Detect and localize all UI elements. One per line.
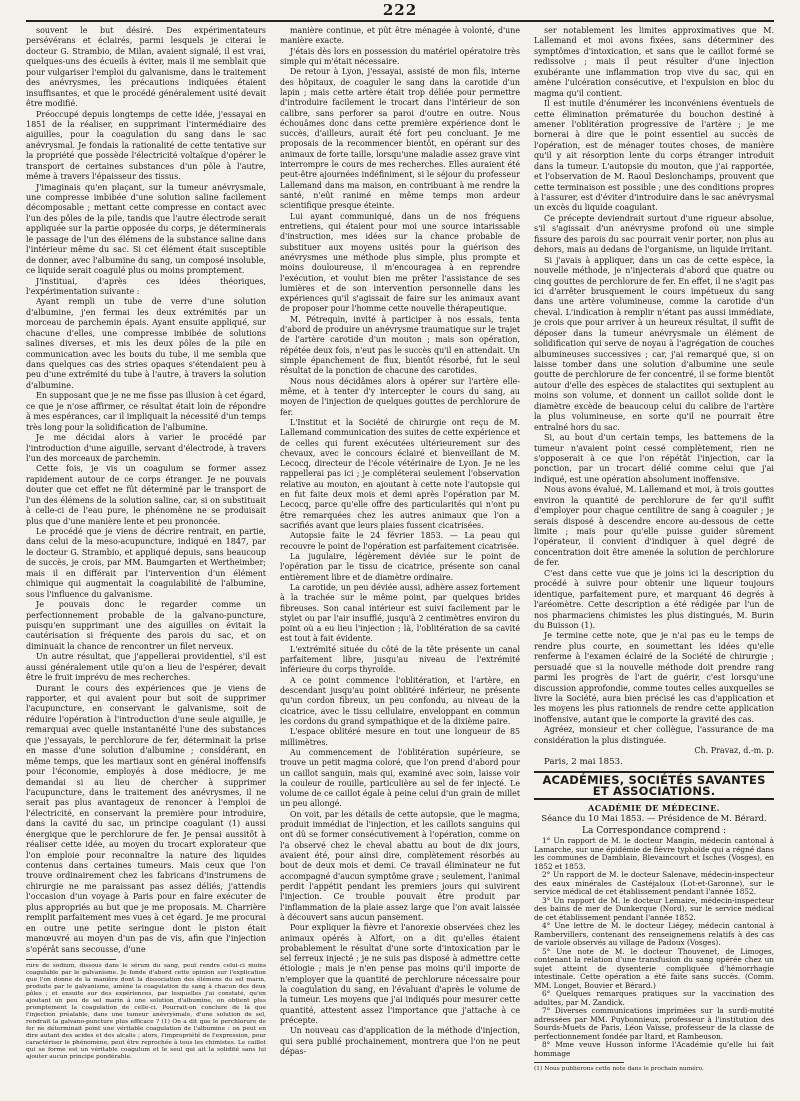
paragraph: Lui ayant communiqué, dans un de nos fréquens entretiens, qui étaient pour moi une source intarissable d'instruction, mes idées sur la chance probable de substituer aux moyens usités pour la guérison des anévrysmes une méthode plus simple, plus prompte et moins douloureuse, il m'encouragea à en reprendre l'exécution, et voulut bien me prêter l'assistance de ses lumières et de son intervention personnelle dans les expériences qu'il s'agissait de faire sur les animaux avant de proposer pour l'homme cette nouvelle thérapeutique. [280,211,520,314]
correspondence-item: 7° Diverses communications imprimées sur la surdi-mutité adressées par MM. Puybonnieux, professeur à l'institution des Sourds-Muets de Paris, Léon Vaïsse, professeur de la classe de perfectionnement fondée par Itard, et Rambeuson. [534,1006,774,1041]
academy-title: ACADÉMIE DE MÉDECINE. [588,802,720,813]
paragraph: Ayant rempli un tube de verre d'une solution d'albumine, j'en fermai les deux extrémités par un morceau de parchemin épais. Ayant ensuite appliqué, sur chacune d'elles, une compresse imbibée de solutions salines diverses, et mis les deux pôles de la pile en communication avec les bouts du tube, il me sembla que dans quelques cas des stries opaques s'étendaient peu à peu d'une extrémité du tube à l'autre, à travers la solution d'albumine. [26,297,266,390]
paragraph: Un nouveau cas d'application de la méthode d'injection, qui sera publié prochainement, montrera que l'on ne peut dépas- [280,1026,520,1056]
section-title: ACADÉMIES, SOCIÉTÉS SAVANTES ET ASSOCIATIONS. [534,771,774,800]
paragraph: Pour expliquer la fièvre et l'anorexie observées chez les animaux opérés à Alfort, on a dit qu'elles étaient probablement le résultat d'une sorte d'intoxication par le sel ferreux injecté ; je ne suis pas disposé à admettre cette étiologie ; mais je n'en pense pas moins qu'il importe de n'employer que la quantité de perchlorure nécessaire pour la coagulation du sang, en l'évaluant d'après le volume de la tumeur. Les moyens que j'ai indiqués pour mesurer cette quantité, attestent assez l'importance que j'attache à ce précepte. [280,923,520,1025]
correspondence-item: 8° Mme veuve Husson informe l'Académie qu'elle lui fait hommage [534,1040,774,1058]
paragraph: Je pouvais donc le regarder comme un perfectionnement probable de la galvano-puncture, puisqu'en supprimant une des aiguilles on évitait la cautérisation si fréquente des parois du sac, et on diminuait la chance de rencontrer un filet nerveux. [26,600,266,651]
paragraph: La jugulaire, légèrement déviée sur le point de l'opération par le tissu de cicatrice, présente son canal entièrement libre et de diamètre ordinaire. [280,551,520,582]
correspondence-item: 4° Une lettre de M. le docteur Liégey, médecin cantonal à Rambervillers, contenant des renseignemens relatifs à des cas de variole observés au village de Padoux (Vosges). [534,921,774,948]
paragraph: Si j'avais à appliquer, dans un cas de cette espèce, la nouvelle méthode, je n'injecterais d'abord que quatre ou cinq gouttes de perchlorure de fer. En effet, il ne s'agit pas ici d'arrêter brusquement le cours impétueux du sang dans une artère volumineuse, comme la carotide d'un cheval. L'indication à remplir n'étant pas aussi immédiate, je crois que pour arriver à un heureux résultat, il suffit de déposer dans la tumeur anévrysmale un élément de solidification qui serve de noyau à l'agrégation de couches albumineuses successives ; car, j'ai remarqué que, si on laisse tomber dans une solution d'albumine une seule goutte de perchlorure de fer concentré, il se forme bientôt autour d'elle des espèces de stalactites qui sextuplent au moins son volume, et donnent un caillot solide dont le diamètre excède de beaucoup celui du calibre de l'artère la plus volumineuse, en sorte qu'il ne pourrait être entraîné hors du sac. [534,255,774,432]
paragraph: J'imaginais qu'en plaçant, sur la tumeur anévrysmale, une compresse imbibée d'une solution saline facilement décomposable ; mettant cette compresse en contact avec l'un des pôles de la pile, tandis que l'autre électrode serait appliquée sur la partie opposée du corps, je déterminerais le passage de l'un des élémens de la substance saline dans l'intérieur même du sac. Si cet élément était susceptible de donner, avec l'albumine du sang, un composé insoluble, ce liquide serait coagulé plus ou moins promptement. [26,182,266,276]
paragraph: Au commencement de l'oblitération supérieure, se trouve un petit magma coloré, que l'on prend d'abord pour un caillot sanguin, mais qui, examiné avec soin, laisse voir la couleur de rouille, particulière au sel de fer injecté. Le volume de ce caillot égale à peine celui d'un grain de millet un peu allongé. [280,747,520,809]
correspondence-list [534,837,774,1058]
paragraph: Autopsie faite le 24 février 1853. — La peau qui recouvre le point de l'opération est parfaitement cicatrisée. [280,531,520,551]
column-middle [280,26,520,1086]
paragraph: J'instituai, d'après ces idées théoriques, l'expérimentation suivante : [26,276,266,296]
paragraph: Nous avons évalué, M. Lallemand et moi, à trois gouttes environ la quantité de perchlorure de fer qu'il suffit d'employer pour chaque centilitre de sang à coaguler ; je serais disposé à descendre encore au-dessous de cette limite ; mais pour qu'elle puisse guider sûrement l'opérateur, il convient d'indiquer à quel degré de concentration doit être amenée la solution de perchlorure de fer. [534,485,774,568]
paragraph: ser notablement les limites approximatives que M. Lallemand et moi avons fixées, sans déterminer des symptômes d'intoxication, et sans que le caillot formé se redissolve ; mais il peut résulter d'une injection exubérante une inflammation trop vive du sac, qui en amène l'ulcération consécutive, et l'expulsion en bloc du magma qu'il contient. [534,26,774,98]
paragraph: M. Pétrequin, invité à participer à nos essais, tenta d'abord de produire un anévrysme traumatique sur le trajet de l'artère carotide d'un mouton ; mais son opération, répétée deux fois, n'eut pas le succès qu'il en attendait. Un simple épanchement de flux, bientôt résorbé, fut le seul résultat de la ponction de chacune des carotides. [280,314,520,376]
column-right-text [534,26,774,746]
correspondence-item: 3° Un rapport de M. le docteur Lemaire, médecin-inspecteur des bains de mer de Dunkerque (Nord), sur le service médical de cet établissement pendant l'année 1852. [534,895,774,922]
column-middle-text [280,26,520,1057]
correspondence-item: 5° Une note de M. le docteur Thouvenet, de Limoges, contenant la relation d'une transfusion du sang opérée chez un sujet atteint de dysenterie compliquée d'hémorrhagie intestinale. Cette opération a été faite sans succès. (Comm. MM. Longet, Bouvier et Bérard.) [534,946,774,990]
page-number: 222 [382,1,418,19]
correspondence-item: 2° Un rapport de M. le docteur Salenave, médecin-inspecteur des eaux minérales de Castéjaloux (Lot-et-Garonne), sur le service médical de cet établissement pendant l'année 1852. [534,870,774,897]
letter-signature: Ch. Pravaz, d.-m. p. [694,746,774,756]
header-rule [26,20,774,22]
paragraph: L'espace oblitéré mesure en tout une longueur de 85 millimètres. [280,727,520,747]
paragraph: Si, au bout d'un certain temps, les battemens de la tumeur n'avaient point cessé complètement, rien ne s'opposerait à ce que l'on répétât l'injection, car la ponction, par un trocart délié comme celui que j'ai indiqué, est une opération absolument inoffensive. [534,433,774,484]
correspondence-item: 6° Quelques remarques pratiques sur la vaccination des adultes, par M. Zandick. [534,989,774,1007]
paragraph: Préoccupé depuis longtemps de cette idée, j'essayai en 1851 de la réaliser, en supprimant l'intermédiaire des aiguilles, pour la coagulation du sang dans le sac anévrysmal. Je fondais la rationalité de cette tentative sur la propriété que possède l'électricité voltaïque d'opérer le transport de certaines substances d'un pôle à l'autre, même à travers l'épaisseur des tissus. [26,109,266,182]
letter-dateline: Paris, 2 mai 1853. [544,756,623,767]
paragraph: Durant le cours des expériences que je viens de rapporter, et qui avaient pour but soit de supprimer l'acupuncture, en conservant le galvanisme, soit de réduire l'opération à l'introduction d'une seule aiguille, je remarquai avec quelle instantanéité l'une des substances que j'essayais, le perchlorure de fer, déterminait la prise en masse d'une solution d'albumine ; considérant, en même temps, que les martiaux sont en général inoffensifs pour l'économie, employés à dose médiocre, je me demandai si au lieu de chercher à supprimer l'acupuncture, dans le traitement des anévrysmes, il ne serait pas plus avantageux de renoncer à l'emploi de l'électricité, en conservant la première pour introduire, dans la cavité du sac, un principe coagulant (1) aussi énergique que le perchlorure de fer. Je pensai aussitôt à réaliser cette idée, au moyen du trocart explorateur que l'on emploie pour reconnaître la nature des liquides contenus dans certaines tumeurs. Mais ceux que l'on trouve ordinairement chez les fabricans d'instrumens de chirurgie ne me paraissant pas assez déliés, j'attendis l'occasion d'un voyage à Paris pour en faire exécuter de plus appropriés au but que je me proposais. M. Charrière remplit parfaitement mes vues à cet égard. Je me procurai en outre une petite seringue dont le piston était manœuvré au moyen d'un pas de vis, afin que l'injection s'opérât sans secousse, d'une [26,683,266,954]
paragraph: L'extrémité située du côté de la tête présente un canal parfaitement libre, jusqu'au niveau de l'extrémité inférieure du corps thyroïde. [280,644,520,675]
footnote-left: rure de sodium, dissous dans le sérum du sang, peut rendre celui-ci moins coagulable par le galvanisme. Je fonde d'abord cette opinion sur l'explication que l'on donne de la manière dont la dissociation des élémens du sel marin, produite par le galvanisme, amène la coagulation du sang à chacun des deux pôles ; et ensuite sur des expériences, par lesquelles j'ai constaté, qu'en ajoutant un peu de sel marin à une solution d'albumine, on obtient plus promptement la coagulation de celle-ci. Pourrait-on conclure de là que l'injection préalable, dans une tumeur anévrysmale, d'une solution de sel, rendrait la galvano-puncture plus efficace ? (1) On a dit que le perchlorure de fer ne déterminait point une véritable coagulation de l'albumine : on peut en dire autant des acides et des alcalis ; alors, l'impropriété de l'expression, pour caractériser le phénomène, peut être reprochée à tous les chimistes. Le caillot qui se forme est un véritable coagulum et le seul qui ait la solidité sans lui ajouter aucun principe pondérable. [26,962,266,1060]
paragraph: Je termine cette note, que je n'ai pas eu le temps de rendre plus courte, en soumettant les idées qu'elle renferme à l'examen éclairé de la Société de chirurgie ; persuadé que si la nouvelle méthode doit prendre rang parmi les progrès de l'art de guérir, c'est lorsqu'une discussion approfondie, comme toutes celles auxquelles se livre la Société, aura bien précisé les cas d'application et les moyens les plus rationnels de rendre cette application inoffensive, autant que le comporte la gravité des cas. [534,631,774,724]
column-left-text [26,26,266,955]
paragraph: L'Institut et la Société de chirurgie ont reçu de M. Lallemand communication des suites de cette expérience et de celles qui furent exécutées ultérieurement sur des chevaux, avec le concours éclairé et bienveillant de M. Lecocq, directeur de l'école vétérinaire de Lyon. Je ne les rappellerai pas ici ; je compléterai seulement l'observation relative au mouton, en ajoutant à cette note l'autopsie qui en fut faite deux mois et demi après l'opération par M. Lecocq, parce qu'elle offre des particularités qui n'ont pu être remarquées chez les autres animaux que l'on a sacrifiés avant que leurs plaies fussent cicatrisées. [280,417,520,530]
paragraph: On voit, par les détails de cette autopsie, que le magma, produit immédiat de l'injection, et les caillots sanguins qui ont dû se former consécutivement à l'opération, comme on l'a observé chez le cheval abattu au bout de dix jours, avaient été, pour ainsi dire, complètement résorbés au bout de deux mois et demi. Ce travail éliminateur ne fut accompagné d'aucun symptôme grave ; seulement, l'animal perdit l'appétit pendant les premiers jours qui suivirent l'injection. Ce trouble pouvait être produit par l'inflammation de la plaie assez large que l'on avait laissée à découvert sans aucun pansement. [280,809,520,922]
session-line: Séance du 10 Mai 1853. — Présidence de M. Bérard. [541,813,767,824]
paragraph: manière continue, et pût être ménagée à volonté, d'une manière exacte. [280,26,520,46]
paragraph: La carotide, un peu déviée aussi, adhère assez fortement à la trachée sur le même point, par quelques brides fibreuses. Son canal intérieur est suivi facilement par le stylet ou par l'air insufflé, jusqu'à 2 centimètres environ du point où a eu lieu l'injection ; là, l'oblitération de sa cavité est tout à fait évidente. [280,582,520,644]
paragraph: Ce précepte deviendrait surtout d'une rigueur absolue, s'il s'agissait d'un anévrysme profond où une simple fissure des parois du sac pourrait venir porter, non plus au dehors, mais au dedans de l'organisme, un liquide irritant. [534,213,774,255]
paragraph: J'étais dès lors en possession du matériel opératoire très simple qui m'était nécessaire. [280,46,520,66]
paragraph: Je me décidai alors à varier le procédé par l'introduction d'une aiguille, servant d'électrode, à travers l'un des morceaux de parchemin. [26,433,266,463]
paragraph: En supposant que je ne me fisse pas illusion à cet égard, ce que je n'ose affirmer, ce résultat était loin de répondre à mes espérances, car il impliquait la nécessité d'un temps très long pour la solidification de l'albumine. [26,391,267,432]
paragraph: De retour à Lyon, j'essayai, assisté de mon fils, interne des hôpitaux, de coaguler le sang dans la carotide d'un lapin ; mais cette artère était trop déliée pour permettre d'introduire facilement le trocart dans l'intérieur de son calibre, sans perforer sa paroi d'outre en outre. Nous échouâmes donc dans cette première expérience dont le succès, d'ailleurs, aurait été fort peu concluant. Je me proposais de la recommencer bientôt, en opérant sur des animaux de forte taille, lorsqu'une maladie assez grave vint interrompre le cours de mes recherches. Elles auraient été peut-être ajournées indéfiniment, si le séjour du professeur Lallemand dans ma maison, en contribuant à me rendre la santé, n'eût ranimé en même temps mon ardeur scientifique presque éteinte. [280,67,520,211]
correspondence-item: 1° Un rapport de M. le docteur Mangin, médecin cantonal à Lamarche, sur une épidémie de fièvre typhoïde qui a régné dans les communes de Damblain, Blevaincourt et Isches (Vosges), en 1852 et 1853. [534,836,774,871]
paragraph: souvent le but désiré. Des expérimentateurs persévérans et éclairés, parmi lesquels je citerai le docteur G. Strambio, de Milan, avaient signalé, il est vrai, quelques-uns des écueils à éviter, mais il me semblait que pour vulgariser l'emploi du galvanisme, dans le traitement des anévrysmes, les précautions indiquées étaient insuffisantes, et que le procédé généralement usité devait être modifié. [26,26,266,109]
footnote-rule [26,959,116,960]
paragraph: Cette fois, je vis un coagulum se former assez rapidement autour de ce corps étranger. Je ne pouvais douter que cet effet ne fût déterminé par le transport de l'un des élémens de la solution saline, car, si on substituait à celle-ci de l'eau pure, le phénomène ne se produisait plus que d'une manière lente et peu prononcée. [26,464,266,526]
column-left [26,26,266,1071]
paragraph: Nous nous décidâmes alors à opérer sur l'artère elle-même, et à tenter d'y intercepter le cours du sang, au moyen de l'injection de quelques gouttes de perchlorure de fer. [280,376,520,417]
correspondence-heading: La Correspondance comprend : [581,825,727,836]
footnote-right: (1) Nous publierons cette note dans le prochain numéro. [534,1066,704,1073]
paragraph: Agréez, monsieur et cher collègue, l'assurance de ma considération la plus distinguée. [534,725,774,745]
column-right [534,26,774,1086]
paragraph: Il est inutile d'énumérer les inconvéniens éventuels de cette élimination prématurée du bouchon destiné à amener l'oblitération progressive de l'artère ; je me bornerai à dire que le point essentiel au succès de l'opération, est de ménager toutes choses, de manière qu'il y ait résorption lente du corps étranger introduit dans la tumeur. L'autopsie du mouton, que j'ai rapportée, et l'observation de M. Raoul Deslonchamps, prouvent que cette terminaison est possible ; une des conditions propres à l'assurer, est d'éviter d'introduire dans le sac anévrysmal un excès du liquide coagulant. [534,99,774,213]
footnote-rule [534,1062,624,1063]
paragraph: Le procédé que je viens de décrire rentrait, en partie, dans celui de la meso-acupuncture, indiqué en 1847, par le docteur G. Strambio, et appliqué depuis, sans beaucoup de succès, je crois, par MM. Baumgarten et Wertheimber; mais il en différait par l'intervention d'un élément chimique qui augmentait la coagulabilité de l'albumine, sous l'influence du galvanisme. [26,527,266,599]
paragraph: A ce point commence l'oblitération, et l'artère, en descendant jusqu'au point oblitéré inférieur, ne présente qu'un cordon fibreux, un peu confondu, au niveau de la cicatrice, avec le tissu cellulaire, enveloppant en commun les cordons du grand sympathique et de la dixième paire. [280,675,520,726]
paragraph: C'est dans cette vue que je joins ici la description du procédé à suivre pour obtenir une liqueur toujours identique, parfaitement pure, et marquant 46 degrés à l'aréomètre. Cette description a été rédigée par l'un de nos pharmaciens chimistes les plus distingués, M. Burin du Buisson (1). [534,568,774,630]
paragraph: Un autre résultat, que j'appellerai providentiel, s'il est aussi généralement utile qu'on a lieu de l'espérer, devait être le fruit imprévu de mes recherches. [26,652,266,683]
